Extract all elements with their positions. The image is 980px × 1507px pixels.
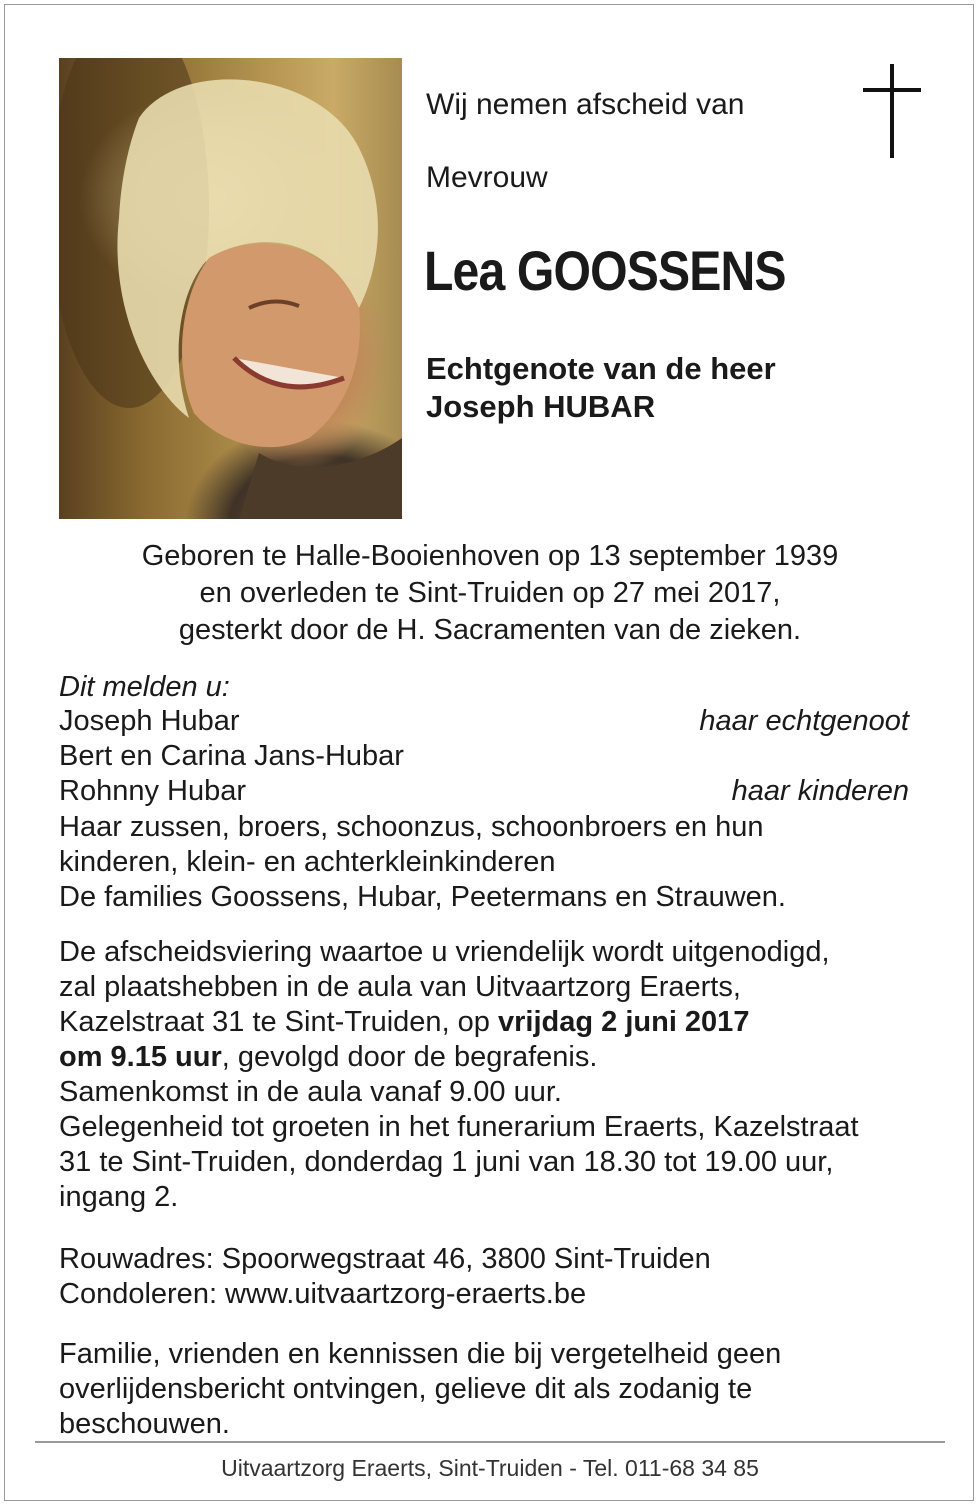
spouse-line-1: Echtgenote van de heer (426, 351, 776, 386)
ceremony-date: vrijdag 2 juni 2017 (498, 1006, 750, 1038)
closing-note (59, 1337, 781, 1442)
ceremony-time: om 9.15 uur (59, 1041, 222, 1073)
ceremony-line-7: 31 te Sint-Truiden, donderdag 1 juni van 18.30 tot 19.00 uur, (59, 1146, 834, 1178)
ceremony-line-6: Gelegenheid tot groeten in het funerarium Eraerts, Kazelstraat (59, 1111, 859, 1143)
family-line-3: De families Goossens, Hubar, Peetermans en Strauwen. (59, 881, 786, 913)
ceremony-info (59, 935, 859, 1215)
announcer-row (59, 740, 909, 773)
ceremony-line-2: zal plaatshebben in de aula van Uitvaartzorg Eraerts, (59, 971, 741, 1003)
ceremony-line-5: Samenkomst in de aula vanaf 9.00 uur. (59, 1076, 562, 1108)
cross-icon (863, 64, 921, 158)
announcer-name: Joseph Hubar (59, 705, 240, 737)
closing-line-3: beschouwen. (59, 1408, 230, 1440)
ceremony-line-3 (59, 1005, 859, 1040)
spouse-info (426, 350, 776, 426)
born-line-1: Geboren te Halle-Booienhoven op 13 september 1939 (141, 540, 839, 572)
family-line-2: kinderen, klein- en achterkleinkinderen (59, 846, 556, 878)
intro-text: Wij nemen afscheid van (426, 88, 745, 121)
ceremony-location: Kazelstraat 31 te Sint-Truiden, op (59, 1006, 498, 1038)
ceremony-followup: , gevolgd door de begrafenis. (221, 1041, 598, 1073)
footer-divider (35, 1441, 945, 1443)
condolence-link: Condoleren: www.uitvaartzorg-eraerts.be (59, 1278, 587, 1310)
born-line-2: en overleden te Sint-Truiden op 27 mei 2017, (199, 577, 781, 609)
contact-info (59, 1242, 711, 1312)
born-line-3: gesterkt door de H. Sacramenten van de zieken. (178, 614, 802, 646)
birth-death-info (0, 538, 980, 649)
portrait-photo (59, 58, 402, 519)
mourning-address: Rouwadres: Spoorwegstraat 46, 3800 Sint-Truiden (59, 1243, 711, 1275)
family-list (59, 810, 786, 915)
closing-line-1: Familie, vrienden en kennissen die bij vergetelheid geen (59, 1338, 782, 1370)
deceased-name: Lea GOOSSENS (424, 239, 786, 302)
footer-text: Uitvaartzorg Eraerts, Sint-Truiden - Tel. 011-68 34 85 (221, 1455, 759, 1481)
announcer-role: haar kinderen (731, 775, 909, 807)
ceremony-line-4 (59, 1040, 859, 1075)
announcers-heading: Dit melden u: (59, 671, 230, 703)
ceremony-line-8: ingang 2. (59, 1181, 179, 1213)
announcer-role: haar echtgenoot (699, 705, 909, 737)
announcer-name: Rohnny Hubar (59, 775, 246, 807)
spouse-line-2: Joseph HUBAR (426, 389, 656, 424)
announcer-name: Bert en Carina Jans-Hubar (59, 740, 404, 772)
salutation: Mevrouw (426, 161, 548, 194)
announcer-row (59, 775, 909, 808)
closing-line-2: overlijdensbericht ontvingen, gelieve dit als zodanig te (59, 1373, 753, 1405)
family-line-1: Haar zussen, broers, schoonzus, schoonbroers en hun (59, 811, 764, 843)
announcer-row (59, 705, 909, 738)
ceremony-line-1: De afscheidsviering waartoe u vriendelijk wordt uitgenodigd, (59, 936, 830, 968)
